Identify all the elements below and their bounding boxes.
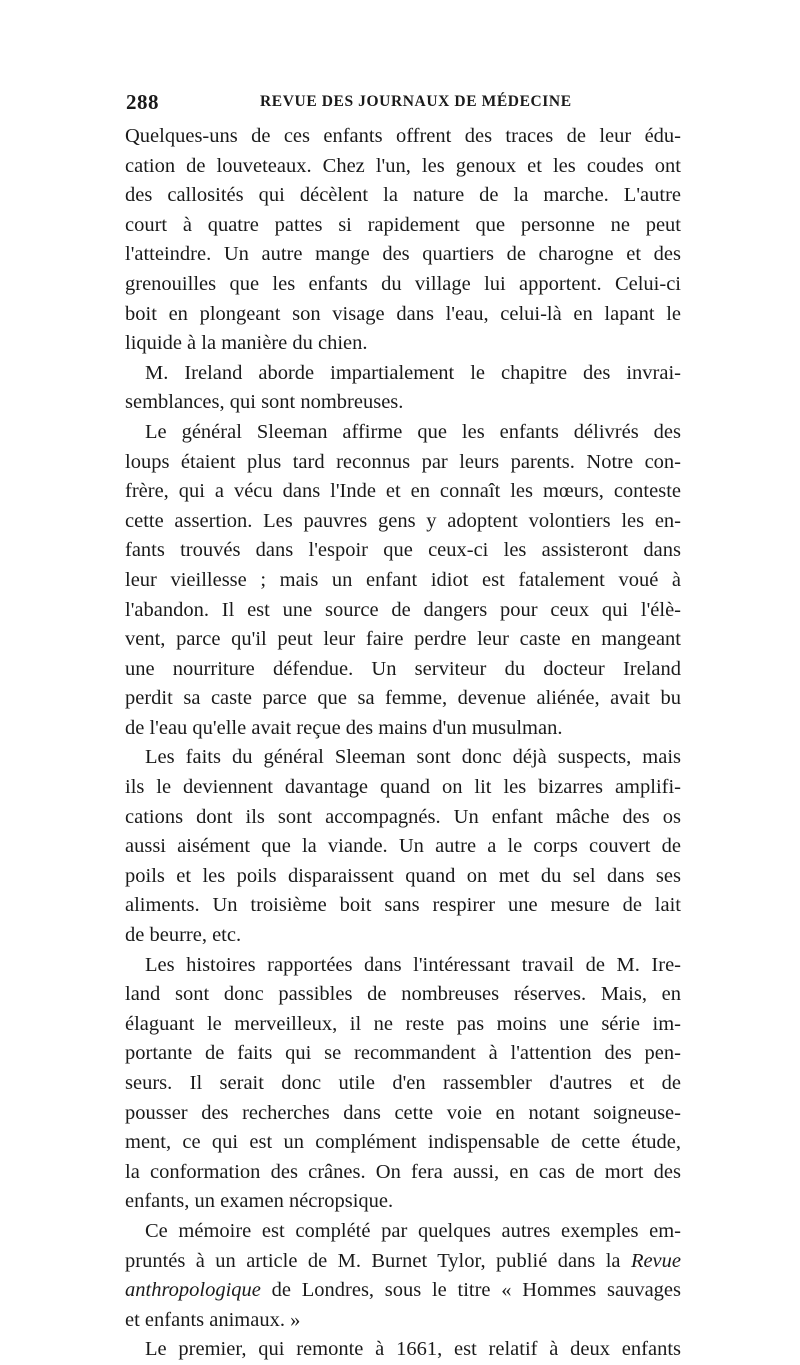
body-text [125, 122, 681, 1365]
text-line: aussi aisément que la viande. Un autre a le corps couvert de [125, 835, 681, 858]
text-line: land sont donc passibles de nombreuses réserves. Mais, en [125, 983, 681, 1006]
text-line: une nourriture défendue. Un serviteur du docteur Ireland [125, 657, 681, 680]
text-line: cations dont ils sont accompagnés. Un enfant mâche des os [125, 805, 681, 828]
page-header [126, 90, 686, 118]
text-line: frère, qui a vécu dans l'Inde et en connaît les mœurs, conteste [125, 480, 681, 503]
text-line: des callosités qui décèlent la nature de la marche. L'autre [125, 184, 681, 207]
text-line: boit en plongeant son visage dans l'eau, celui-là en lapant le [125, 302, 681, 325]
text-line: grenouilles que les enfants du village lui apportent. Celui-ci [125, 272, 681, 295]
text-line-with-italic [125, 1276, 681, 1306]
text-line: fants trouvés dans l'espoir que ceux-ci les assisteront dans [125, 539, 681, 562]
text-line: ils le deviennent davantage quand on lit les bizarres amplifi- [125, 776, 681, 799]
text-line: Les histoires rapportées dans l'intéressant travail de M. Ire- [145, 953, 681, 976]
text-line: Quelques-uns de ces enfants offrent des traces de leur édu- [125, 125, 681, 147]
italic-term: Revue [630, 1249, 682, 1272]
text-line: poils et les poils disparaissent quand on met du sel dans ses [125, 864, 681, 887]
text-line: Ce mémoire est complété par quelques autres exemples em- [145, 1219, 681, 1242]
page-number: 288 [126, 90, 159, 114]
text-line-with-italic [125, 1247, 681, 1277]
text-line: leur vieillesse ; mais un enfant idiot est fatalement voué à [125, 568, 681, 591]
italic-term: anthropologique [125, 1279, 261, 1302]
text-line: aliments. Un troisième boit sans respirer une mesure de lait [125, 894, 681, 917]
text-line: vent, parce qu'il peut leur faire perdre leur caste en mangeant [125, 628, 681, 651]
text-line: élaguant le merveilleux, il ne reste pas moins une série im- [125, 1012, 681, 1035]
text-line: pousser des recherches dans cette voie en notant soigneuse- [125, 1101, 681, 1124]
text-line: cation de louveteaux. Chez l'un, les genoux et les coudes ont [125, 154, 681, 177]
text-line: M. Ireland aborde impartialement le chapitre des invrai- [145, 361, 681, 384]
text-line: ment, ce qui est un complément indispensable de cette étude, [125, 1131, 681, 1154]
line-text: pruntés à un article de M. Burnet Tylor, publié dans la [125, 1249, 621, 1272]
line-text: de Londres, sous le titre « Hommes sauvages [271, 1279, 682, 1302]
text-line: court à quatre pattes si rapidement que personne ne peut [125, 213, 681, 236]
text-line: portante de faits qui se recommandent à l'attention des pen- [125, 1042, 681, 1065]
text-line: cette assertion. Les pauvres gens y adoptent volontiers les en- [125, 509, 681, 532]
text-line: Les faits du général Sleeman sont donc déjà suspects, mais [145, 746, 681, 769]
text-line: de beurre, etc. [125, 924, 242, 947]
text-line: perdit sa caste parce que sa femme, devenue aliénée, avait bu [125, 687, 681, 710]
text-line: l'abandon. Il est une source de dangers pour ceux qui l'élè- [125, 598, 681, 621]
text-line: Le général Sleeman affirme que les enfants délivrés des [145, 420, 681, 443]
text-line: Le premier, qui remonte à 1661, est relatif à deux enfants [145, 1338, 681, 1361]
text-line: liquide à la manière du chien. [125, 332, 368, 355]
text-line: seurs. Il serait donc utile d'en rassembler d'autres et de [125, 1072, 681, 1094]
text-line: l'atteindre. Un autre mange des quartiers de charogne et des [125, 243, 681, 266]
text-line: semblances, qui sont nombreuses. [125, 391, 404, 414]
text-line: loups étaient plus tard reconnus par leurs parents. Notre con- [125, 450, 681, 473]
text-line: et enfants animaux. » [125, 1308, 301, 1331]
running-head: REVUE DES JOURNAUX DE MÉDECINE [260, 93, 572, 110]
text-line: de l'eau qu'elle avait reçue des mains d'un musulman. [125, 716, 563, 739]
text-line: la conformation des crânes. On fera aussi, en cas de mort des [125, 1160, 681, 1183]
text-line: enfants, un examen nécropsique. [125, 1190, 394, 1213]
